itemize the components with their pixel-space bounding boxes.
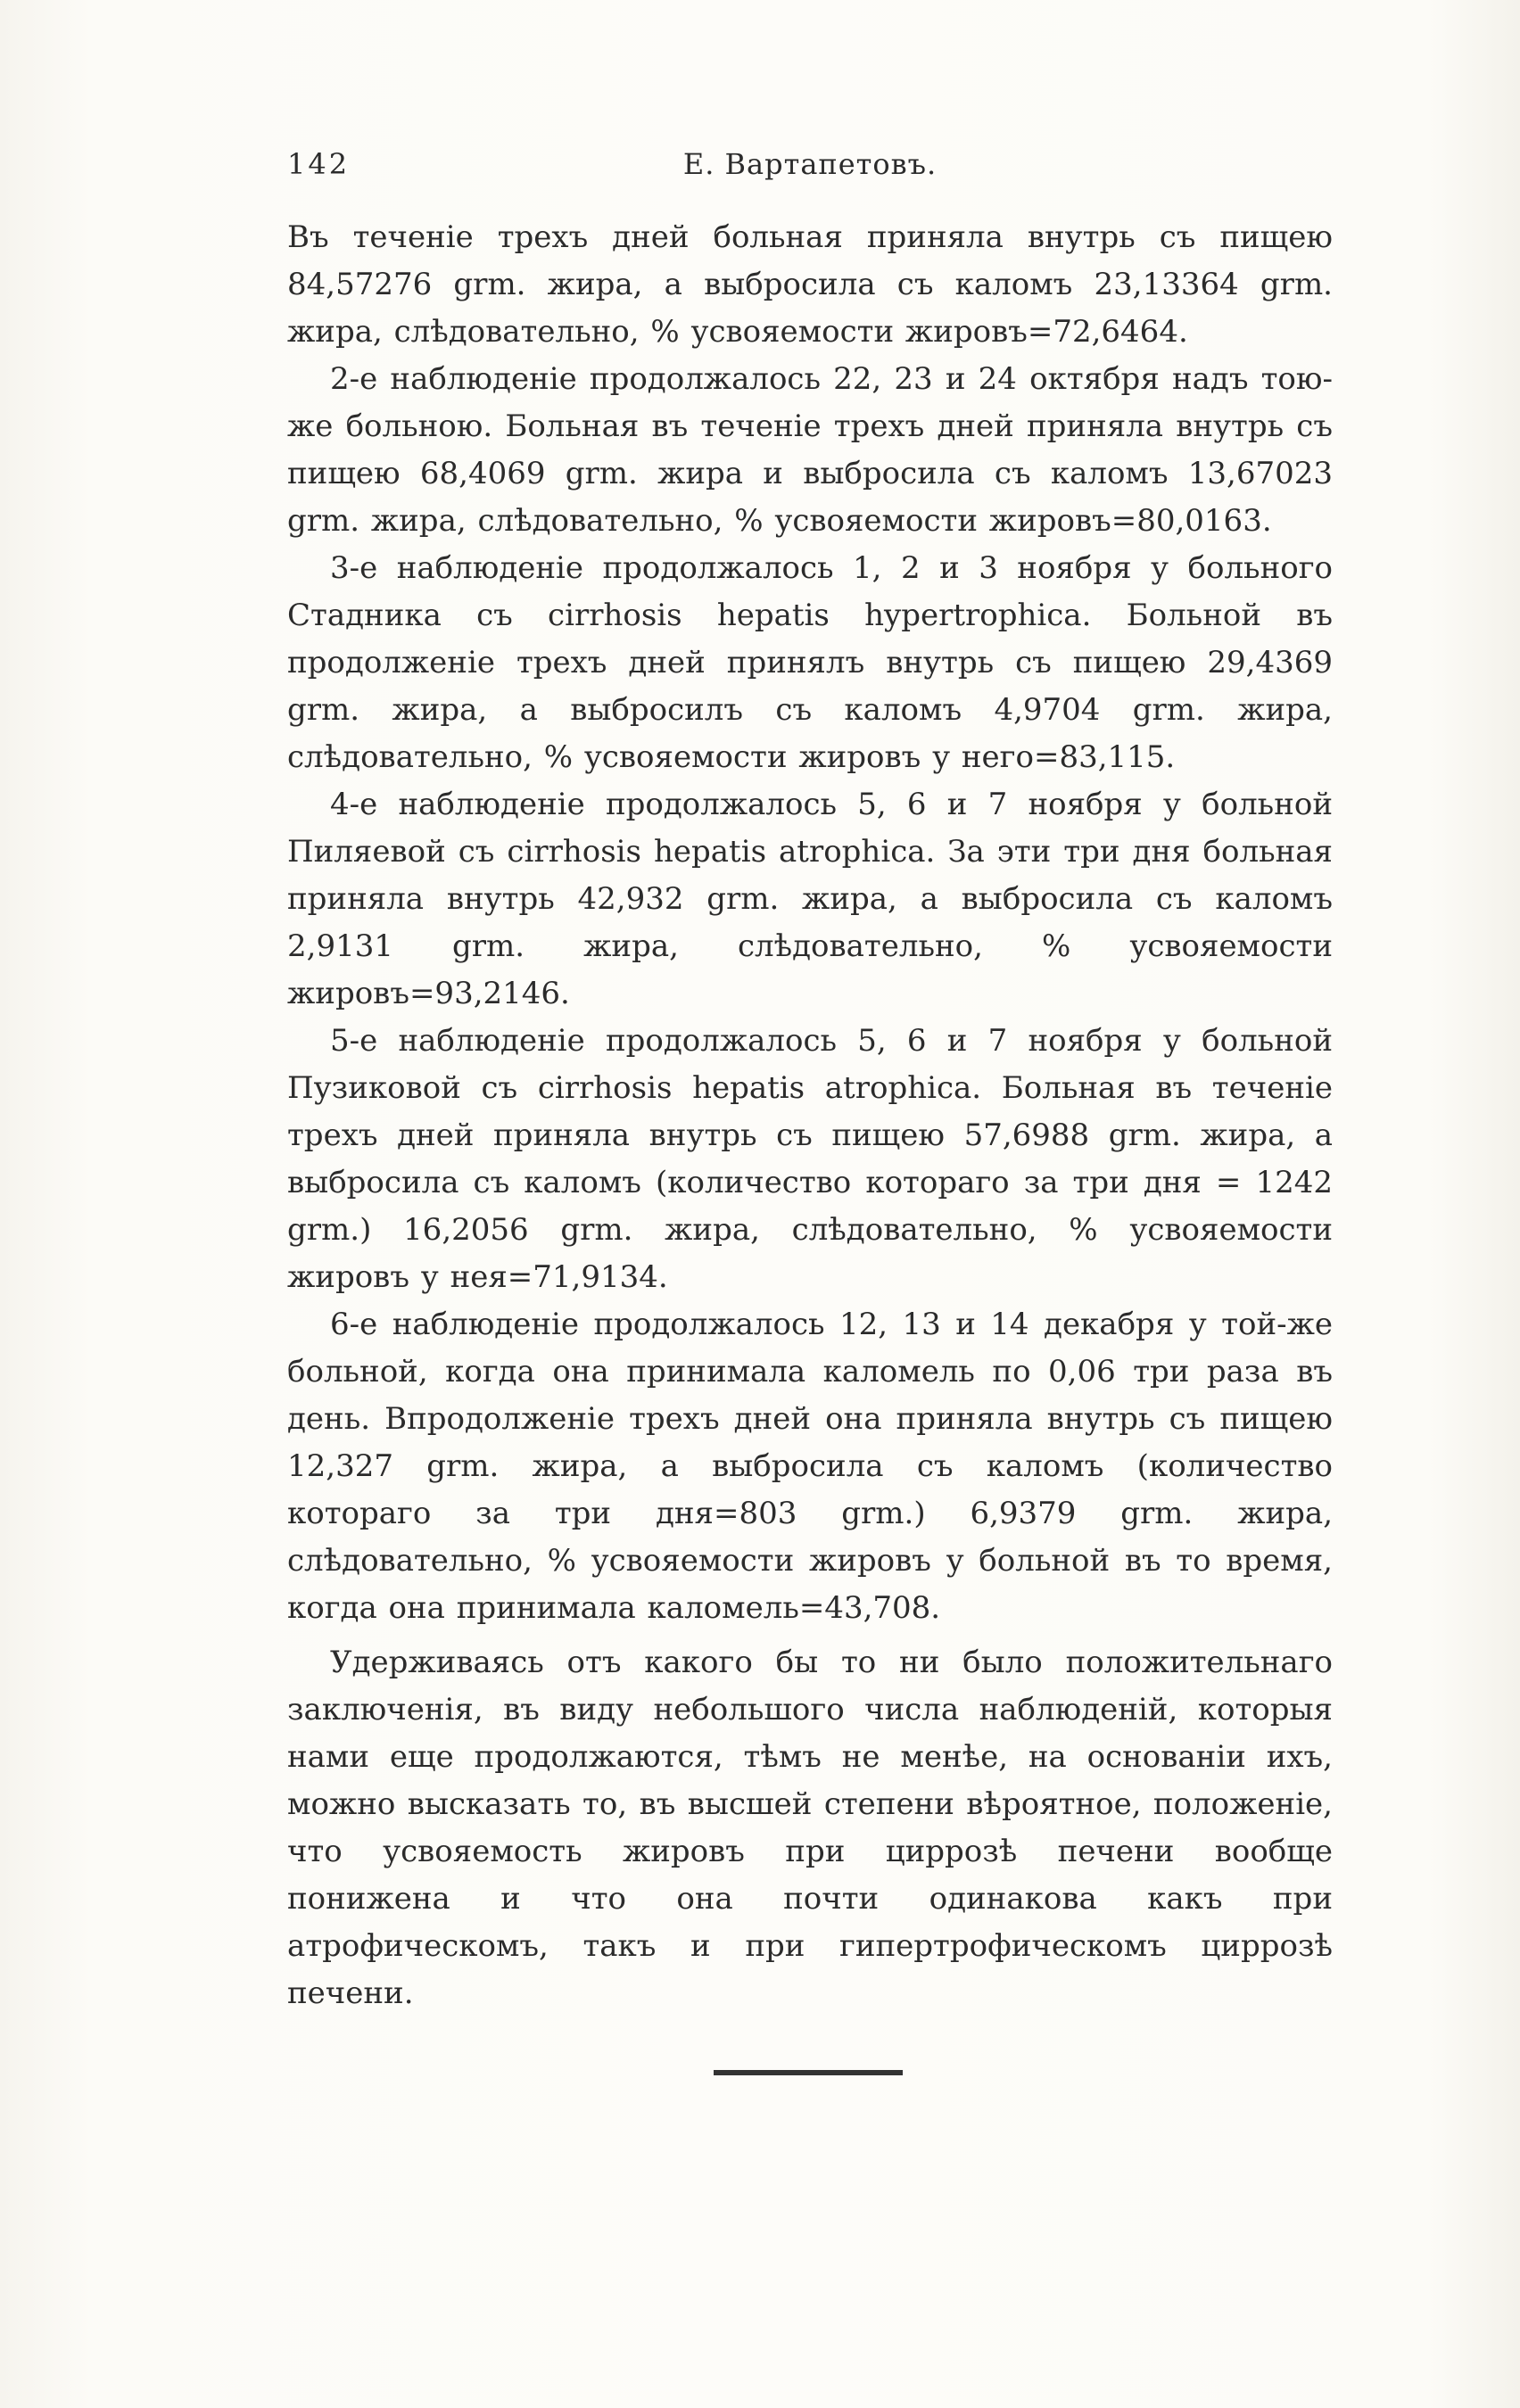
page-number: 142 [287, 147, 351, 181]
paragraph-observation-5: 5-е наблюденіе продолжалось 5, 6 и 7 ноября у больной Пузиковой съ cirrhosis hepatis atrophica. Больная въ теченіе трехъ дней приняла внутрь съ пищею 57,6988 grm. жира, а выбросила съ каломъ (количество котораго за три дня = 1242 grm.) 16,2056 grm. жира, слѣдовательно, % усвояемости жировъ у нея=71,9134. [287, 1023, 1333, 1295]
paragraph-conclusion: Удерживаясь отъ какого бы то ни было положительнаго заключенія, въ виду небольшого числа наблюденій, которыя нами еще продолжаются, тѣмъ не менѣе, на основаніи ихъ, можно высказать то, въ высшей степени вѣроятное, положеніе, что усвояемость жировъ при циррозѣ печени вообще понижена и что она почти одинакова какъ при атрофическомъ, такъ и при гипертрофическомъ циррозѣ печени. [287, 1645, 1333, 2011]
paragraph-observation-1-continued: Въ теченіе трехъ дней больная приняла внутрь съ пищею 84,57276 grm. жира, а выбросила съ каломъ 23,13364 grm. жира, слѣдовательно, % усвояемости жировъ=72,6464. [287, 219, 1333, 350]
paragraph-observation-4: 4-е наблюденіе продолжалось 5, 6 и 7 ноября у больной Пиляевой съ cirrhosis hepatis atrophica. За эти три дня больная приняла внутрь 42,932 grm. жира, а выбросила съ каломъ 2,9131 grm. жира, слѣдовательно, % усвояемости жировъ=93,2146. [287, 787, 1333, 1011]
paragraph-observation-3: 3-е наблюденіе продолжалось 1, 2 и 3 ноября у больного Стадника съ cirrhosis hepatis hypertrophica. Больной въ продолженіе трехъ дней принялъ внутрь съ пищею 29,4369 grm. жира, а выбросилъ съ каломъ 4,9704 grm. жира, слѣдовательно, % усвояемости жировъ у него=83,115. [287, 550, 1333, 775]
paragraph-observation-6: 6-е наблюденіе продолжалось 12, 13 и 14 декабря у той-же больной, когда она принимала каломель по 0,06 три раза въ день. Впродолженіе трехъ дней она приняла внутрь съ пищею 12,327 grm. жира, а выбросила съ каломъ (количество котораго за три дня=803 grm.) 6,9379 grm. жира, слѣдовательно, % усвояемости жировъ у больной въ то время, когда она принимала каломель=43,708. [287, 1307, 1333, 1626]
end-rule [714, 2070, 903, 2075]
body-text [287, 214, 1333, 2017]
running-head [287, 147, 1333, 192]
running-head-author: Е. Вартапетовъ. [682, 147, 938, 181]
paragraph-observation-2: 2-е наблюденіе продолжалось 22, 23 и 24 октября надъ тою-же больною. Больная въ теченіе трехъ дней приняла внутрь съ пищею 68,4069 grm. жира и выбросила съ каломъ 13,67023 grm. жира, слѣдовательно, % усвояемости жировъ=80,0163. [287, 361, 1333, 539]
